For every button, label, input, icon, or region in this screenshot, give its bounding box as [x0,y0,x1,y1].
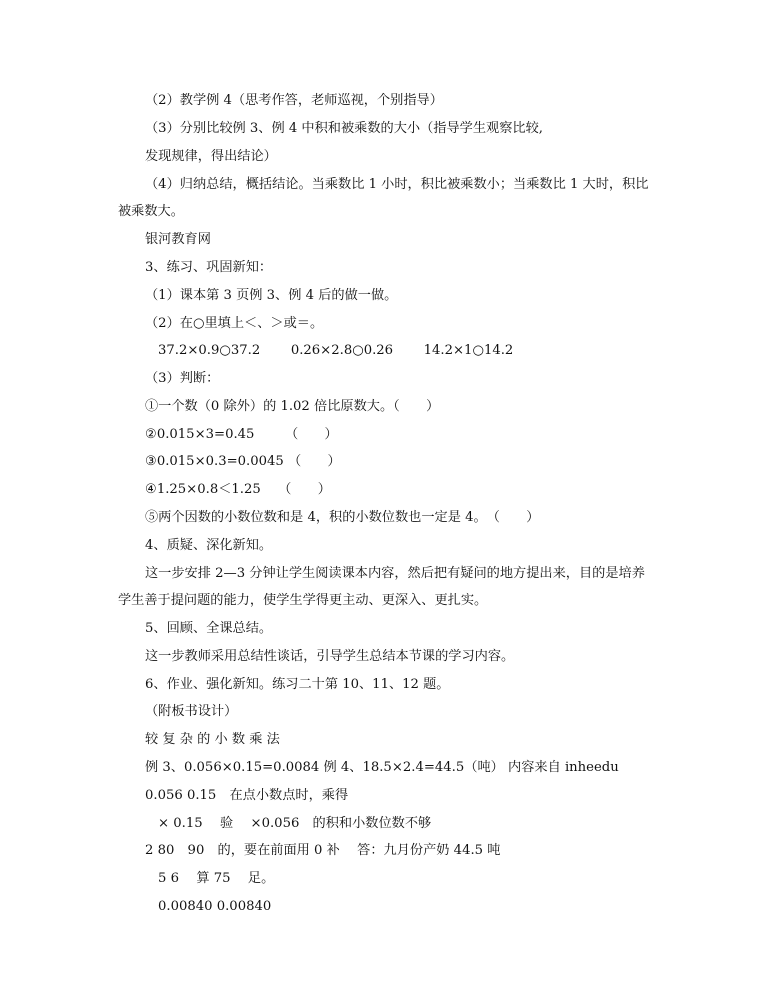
text-line: 这一步教师采用总结性谈话，引导学生总结本节课的学习内容。 [145,649,515,664]
text-line: 37.2×0.9○37.2 0.26×2.8○0.26 14.2×1○14.2 [158,343,514,358]
text-line: 2 80 90 的，要在前面用 0 补 答：九月份产奶 44.5 吨 [145,843,501,858]
text-line: 3、练习、巩固新知： [145,260,273,275]
text-line: 0.056 0.15 在点小数点时，乘得 [145,788,349,803]
text-line: （3）分别比较例 3、例 4 中积和被乘数的大小（指导学生观察比较, [145,121,543,136]
text-line: 0.00840 0.00840 [158,899,272,914]
text-line: （4）归纳总结，概括结论。当乘数比 1 小时，积比被乘数小；当乘数比 1 大时，积比 [145,177,649,192]
text-line: ③0.015×0.3=0.0045 （ ） [145,454,341,469]
text-line: 4、质疑、深化新知。 [145,538,273,553]
text-line: ①一个数（0 除外）的 1.02 倍比原数大。（ ） [145,399,440,414]
text-line: 6、作业、强化新知。练习二十第 10、11、12 题。 [145,677,450,692]
text-line: 较 复 杂 的 小 数 乘 法 [145,732,280,747]
text-line: （2）教学例 4（思考作答，老师巡视，个别指导） [145,93,443,108]
text-line: × 0.15 验 ×0.056 的积和小数位数不够 [158,816,432,831]
text-line: 学生善于提问题的能力，使学生学得更主动、更深入、更扎实。 [118,593,488,608]
text-line: 例 3、0.056×0.15=0.0084 例 4、18.5×2.4=44.5（吨） 内容来自 inheedu [145,760,619,775]
text-line: 这一步安排 2—3 分钟让学生阅读课本内容，然后把有疑问的地方提出来，目的是培养 [145,566,645,581]
text-line: ④1.25×0.8＜1.25 （ ） [145,482,331,497]
text-line: 5、回顾、全课总结。 [145,621,273,636]
text-line: ②0.015×3=0.45 （ ） [145,427,338,442]
text-line: 发现规律，得出结论） [145,149,277,164]
text-line: 银河教育网 [145,232,211,247]
text-line: （2）在○里填上＜、＞或＝。 [145,316,324,331]
text-line: （附板书设计） [145,704,238,719]
text-line: （3）判断： [145,371,220,386]
text-line: ⑤两个因数的小数位数和是 4，积的小数位数也一定是 4。 （ ） [145,510,540,525]
text-line: 5 6 算 75 足。 [158,871,275,886]
text-line: （1）课本第 3 页例 3、例 4 后的做一做。 [145,288,398,303]
text-line: 被乘数大。 [118,204,184,219]
